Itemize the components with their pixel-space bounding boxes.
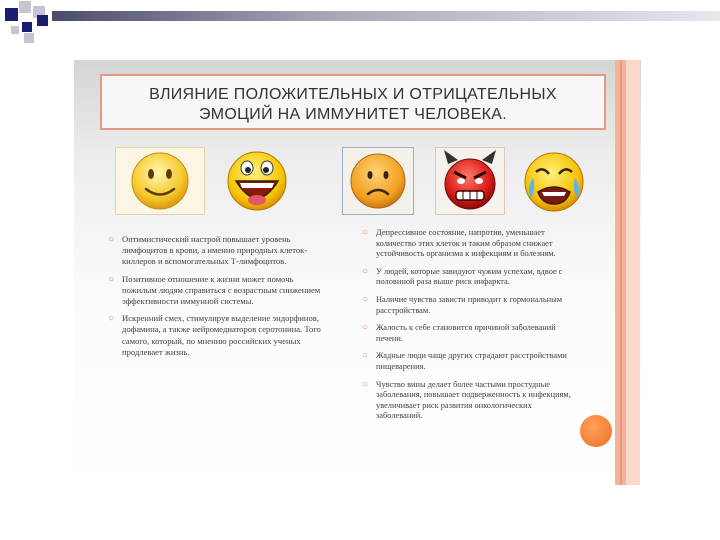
list-item-text: Чувство вины делает более частыми простудные заболевания, повышает подверженность к инфекциям, увеличивает риск развития онкологических заболеваний. — [376, 379, 571, 421]
bullet-icon: ○ — [362, 350, 369, 362]
list-item — [108, 234, 323, 268]
crying-smiley-icon — [518, 146, 591, 216]
list-item-text: Позитивное отношение к жизни может помочь пожилым людям справиться с возрастным снижением эффективности иммунной системы. — [122, 273, 321, 307]
list-item — [362, 228, 580, 260]
decor-square — [22, 22, 32, 32]
positive-effects-list — [108, 234, 323, 364]
bullet-icon: ○ — [362, 265, 369, 277]
list-item — [362, 267, 580, 288]
list-item — [108, 313, 323, 358]
bullet-icon: ○ — [362, 378, 369, 390]
slide-title-line: ВЛИЯНИЕ ПОЛОЖИТЕЛЬНЫХ И ОТРИЦАТЕЛЬНЫХ — [149, 86, 557, 103]
bullet-icon: ○ — [108, 234, 115, 245]
slide-title — [100, 74, 606, 130]
bullet-icon: ○ — [362, 293, 369, 305]
list-item-text: Жалость к себе становится причиной заболеваний печени. — [376, 323, 556, 343]
list-item-text: Искренний смех, стимулируя выделение эндорфинов, дофамина, а также нейромедиаторов серотонина. Того самого, который, по мнению российских ученых продлевает жизнь. — [122, 313, 321, 357]
decor-square — [11, 26, 19, 34]
orange-circle-decoration — [580, 415, 612, 447]
header-gradient-bar — [52, 11, 720, 21]
list-item-text: У людей, которые завидуют чужим успехам, вдвое с половиной раза выше риск инфаркта. — [376, 266, 563, 287]
calm-smiley-icon — [115, 147, 205, 215]
laughing-smiley-icon — [222, 145, 292, 215]
sad-smiley-icon — [342, 147, 414, 215]
negative-effects-list — [362, 228, 580, 429]
list-item — [362, 380, 580, 422]
angry-devil-smiley-icon — [435, 147, 505, 215]
decor-square — [19, 1, 31, 13]
side-stripe — [626, 60, 640, 485]
list-item-text: Оптимистический настрой повышает уровень лимфоцитов в крови, а именно природных клеток-киллеров и вспомогательных Т-лимфоцитов. — [122, 234, 308, 267]
list-item-text: Депрессивное состояние, напротив, уменьшает количество этих клеток и таким образом снижает устойчивость организма к инфекциям и болезням. — [376, 228, 556, 259]
list-item — [362, 295, 580, 316]
decor-square — [37, 15, 48, 26]
decor-square — [5, 8, 18, 21]
list-item — [362, 323, 580, 344]
bullet-icon: ○ — [108, 273, 115, 285]
side-stripe-line — [620, 60, 622, 485]
slide-title-line: ЭМОЦИЙ НА ИММУНИТЕТ ЧЕЛОВЕКА. — [198, 106, 508, 123]
list-item — [108, 274, 323, 308]
list-item-text: Наличие чувства зависти приводит к гормональным расстройствам. — [376, 294, 563, 315]
bullet-icon: ○ — [362, 227, 369, 238]
decor-square — [24, 33, 34, 43]
bullet-icon: ○ — [362, 322, 369, 334]
list-item — [362, 351, 580, 372]
bullet-icon: ○ — [108, 313, 115, 325]
list-item-text: Жадные люди чаще других страдают расстройствами пищеварения. — [376, 351, 567, 371]
